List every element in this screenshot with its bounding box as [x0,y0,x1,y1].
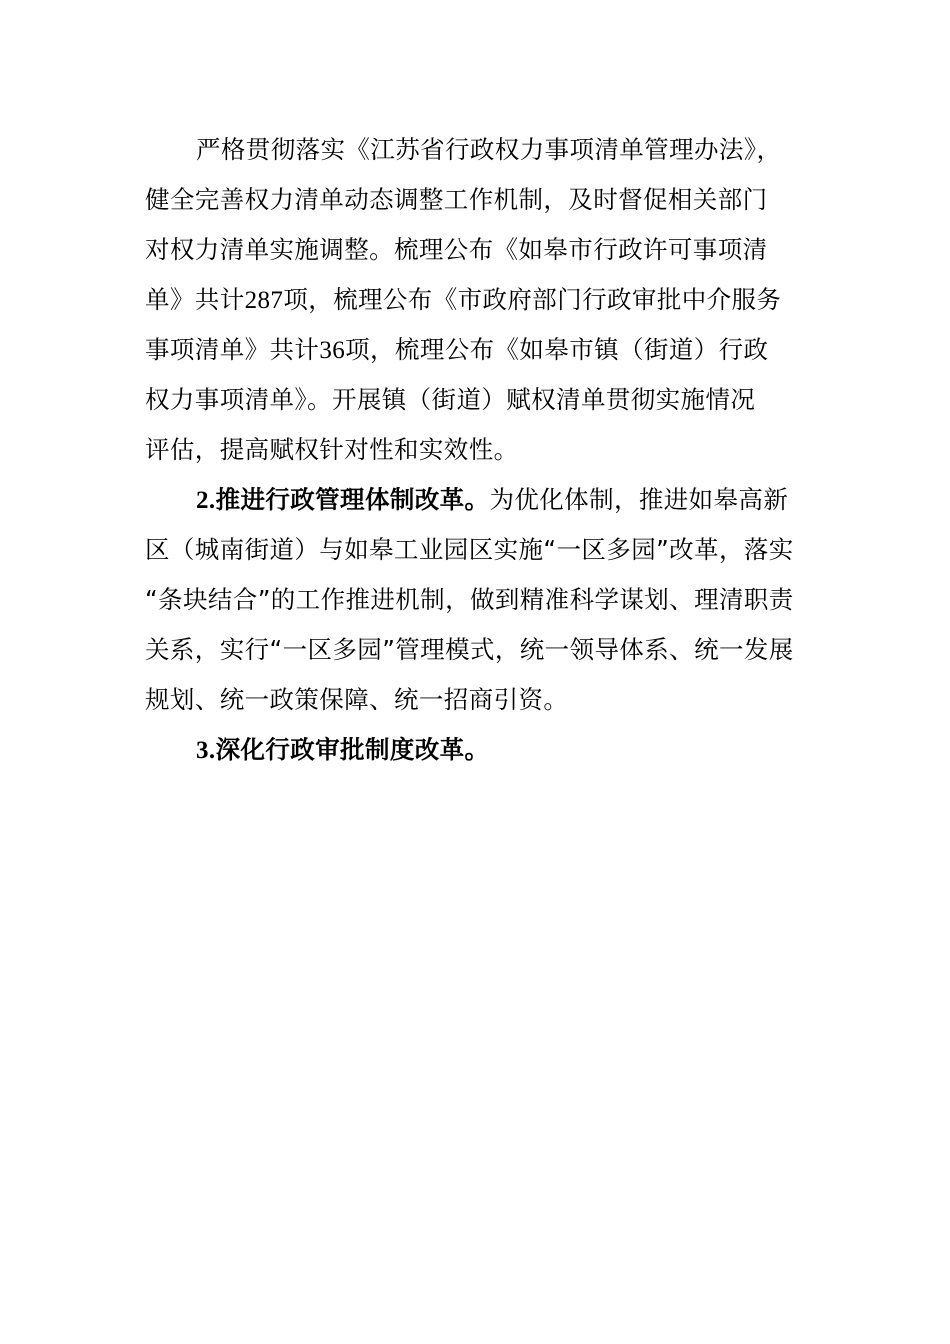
text: 区（城南街道）与如皋工业园区实施“一区多园”改革，落实 [145,535,794,564]
section-number: 2. [196,487,216,514]
section-heading: 深化行政审批制度改革。 [215,735,490,764]
paragraph-2-line-1 [0,475,950,525]
text: 为优化体制，推进如皋高新 [489,485,789,514]
count-number: 36 [319,337,346,364]
paragraph-1-line-5 [0,325,950,375]
paragraph-1-line-7 [0,425,950,475]
text: 评估，提高赋权针对性和实效性。 [145,435,519,464]
text: 权力事项清单》。开展镇（街道）赋权清单贯彻实施情况 [145,385,756,414]
section-number: 3. [196,737,216,764]
text: 项，梳理公布《市政府部门行政审批中介服务 [283,285,782,314]
text: 关系，实行“一区多园”管理模式，统一领导体系、统一发展 [145,635,794,664]
text: 项，梳理公布《如皋市镇（街道）行政 [345,335,769,364]
text: 事项清单》共计 [145,335,320,364]
paragraph-2-line-3 [0,575,950,625]
section-heading: 推进行政管理体制改革。 [215,485,490,514]
paragraph-1-line-6 [0,375,950,425]
paragraph-1-line-1 [0,125,950,175]
text: 对权力清单实施调整。梳理公布《如皋市行政许可事项清 [145,235,768,264]
paragraph-2-line-4 [0,625,950,675]
paragraph-1-line-2 [0,175,950,225]
text: 规划、统一政策保障、统一招商引资。 [145,685,569,714]
paragraph-1-line-4 [0,275,950,325]
paragraph-3-line-1 [0,725,950,775]
paragraph-1-line-3 [0,225,950,275]
text: 严格贯彻落实《江苏省行政权力事项清单管理办法》， [196,135,782,164]
text: 单》共计 [145,285,245,314]
text: 健全完善权力清单动态调整工作机制，及时督促相关部门 [145,185,768,214]
paragraph-2-line-5 [0,675,950,725]
text: “条块结合”的工作推进机制，做到精准科学谋划、理清职责 [145,585,794,614]
paragraph-2-line-2 [0,525,950,575]
count-number: 287 [244,287,284,314]
